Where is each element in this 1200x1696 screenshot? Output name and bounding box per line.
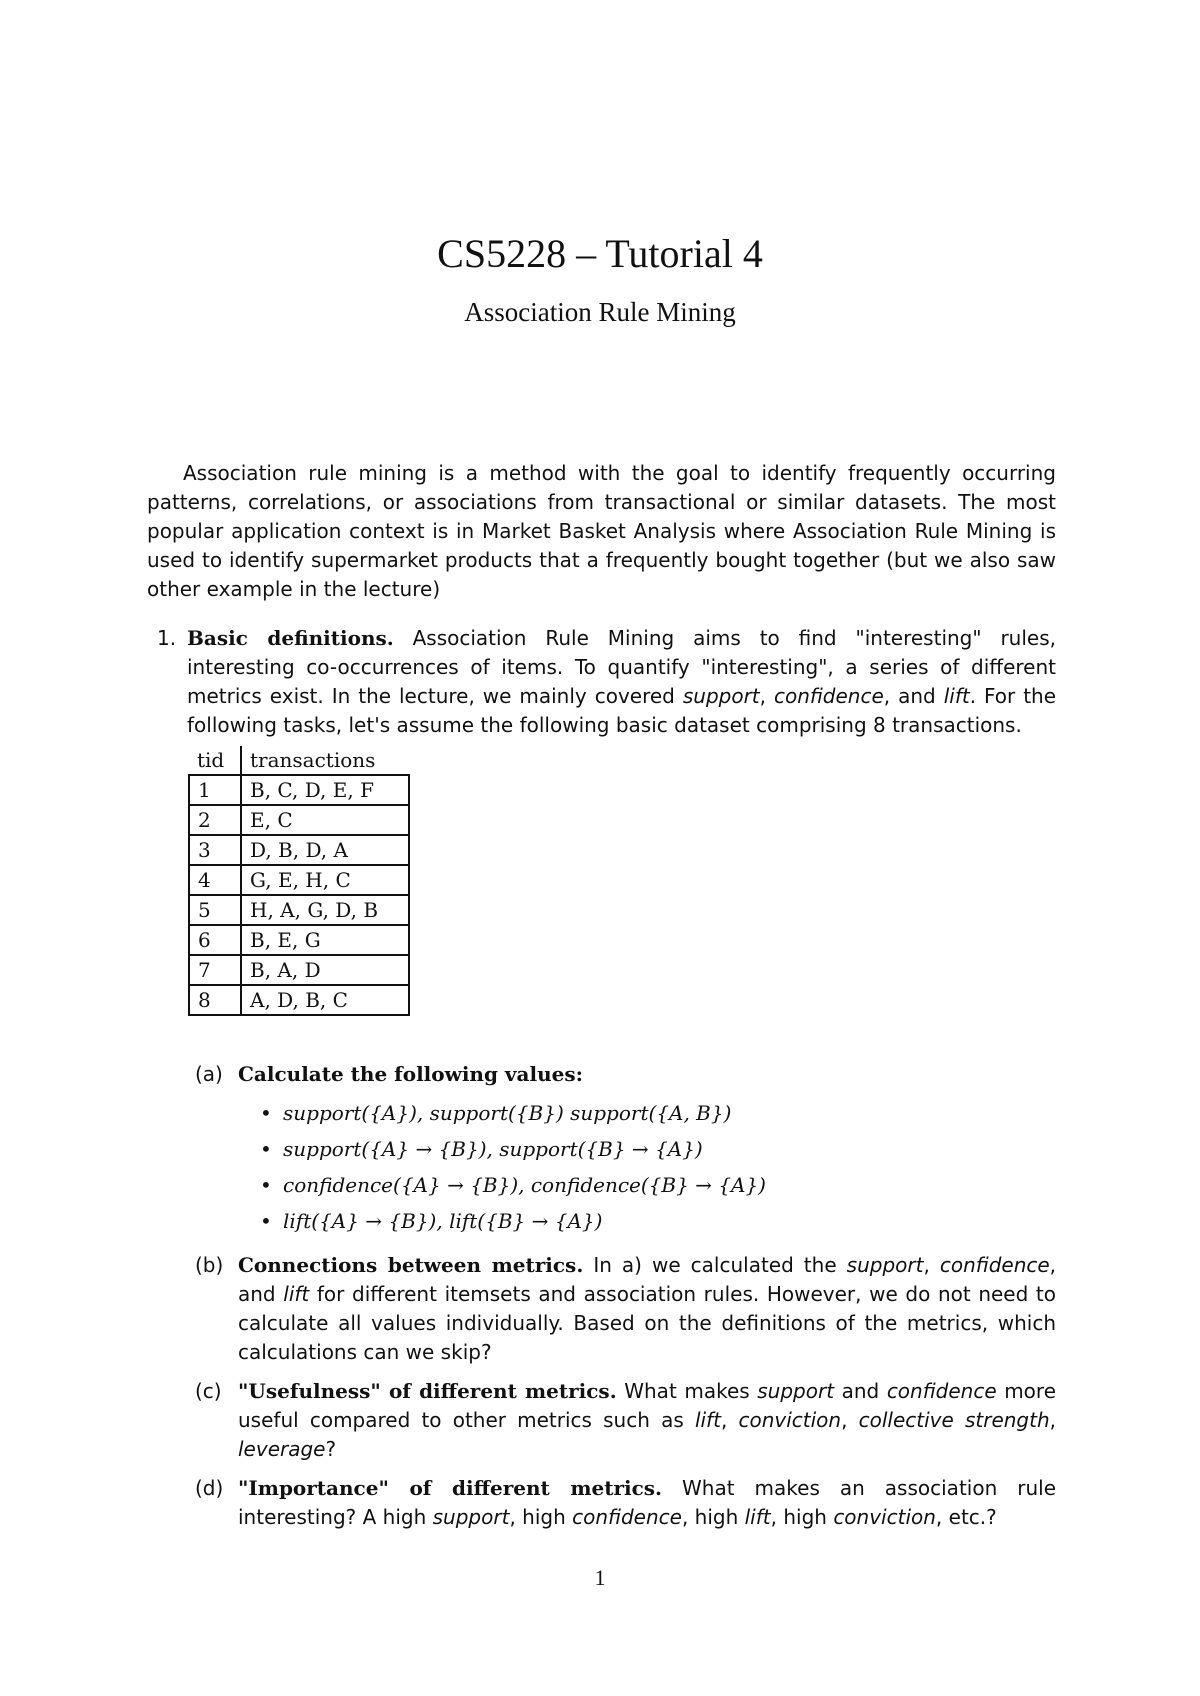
subquestion-c-content <box>238 1377 1056 1464</box>
transactions-cell: A, D, B, C <box>241 985 409 1015</box>
subquestion-b-content <box>238 1251 1056 1367</box>
formula-text: support({A}), support({B}) support({A, B}) <box>283 1101 732 1125</box>
subquestions <box>187 1060 1056 1542</box>
formula-item <box>238 1205 1056 1241</box>
tid-cell: 8 <box>189 985 241 1015</box>
question-1 <box>147 624 1056 1016</box>
question-1-number: 1. <box>157 626 177 650</box>
subquestion-d <box>187 1474 1056 1532</box>
transactions-cell: H, A, G, D, B <box>241 895 409 925</box>
text: , <box>841 1408 848 1432</box>
text: , <box>923 1253 930 1277</box>
text: , high <box>770 1505 827 1529</box>
term-lift: lift <box>694 1408 721 1432</box>
text: , <box>720 1408 728 1432</box>
bullet-icon: • <box>260 1101 272 1125</box>
term-support: support <box>846 1253 924 1277</box>
bullet-icon: • <box>260 1173 272 1197</box>
question-1-heading: Basic definitions. <box>187 626 394 650</box>
text: , high <box>509 1505 566 1529</box>
table-row <box>189 985 409 1015</box>
table-row <box>189 955 409 985</box>
term-support: support <box>682 684 760 708</box>
formula-text: confidence({A} → {B}), confidence({B} → {A}) <box>283 1173 766 1197</box>
subquestion-c-heading: "Usefulness" of different metrics. <box>238 1379 617 1403</box>
tid-cell: 5 <box>189 895 241 925</box>
subquestion-d-content <box>238 1474 1056 1532</box>
text: , high <box>681 1505 739 1529</box>
subquestion-d-heading: "Importance" of different metrics. <box>238 1476 663 1500</box>
subquestion-b <box>187 1251 1056 1367</box>
page-number: 1 <box>594 1565 606 1590</box>
text: more useful compared to other metrics such as <box>238 1379 1056 1432</box>
bullet-icon: • <box>260 1137 272 1161</box>
separator: , and <box>883 684 936 708</box>
term-support: support <box>757 1379 835 1403</box>
text: In a) we calculated the <box>593 1253 837 1277</box>
term-confidence: confidence <box>939 1253 1050 1277</box>
table-row <box>189 895 409 925</box>
subquestion-a <box>187 1060 1056 1241</box>
table-row <box>189 835 409 865</box>
term-confidence: confidence <box>572 1505 682 1529</box>
term-lift: lift <box>744 1505 771 1529</box>
separator: , <box>759 684 766 708</box>
text: and <box>841 1379 880 1403</box>
term-lift: lift <box>283 1282 310 1306</box>
text: What makes an association rule interesting? A high <box>238 1476 1056 1529</box>
transactions-table <box>188 746 410 1016</box>
transactions-cell: G, E, H, C <box>241 865 409 895</box>
transactions-cell: B, E, G <box>241 925 409 955</box>
document-subtitle: Association Rule Mining <box>464 297 736 327</box>
text: ? <box>325 1437 337 1461</box>
text: What makes <box>624 1379 750 1403</box>
term-conviction: conviction <box>738 1408 842 1432</box>
intro-paragraph: Association rule mining is a method with the goal to identify frequently occurring patterns, correlations, or associations from transactional or similar datasets. The most popular application context is in Market Basket Analysis where Association Rule Mining is used to identify supermarket products that a frequently bought together (but we also saw other example in the lecture) <box>147 461 1056 601</box>
subquestion-d-label: (d) <box>195 1476 224 1500</box>
formula-text: lift({A} → {B}), lift({B} → {A}) <box>283 1209 603 1233</box>
formula-text: support({A} → {B}), support({B} → {A}) <box>283 1137 703 1161</box>
transactions-cell: D, B, D, A <box>241 835 409 865</box>
term-support: support <box>432 1505 510 1529</box>
tid-cell: 7 <box>189 955 241 985</box>
question-1-text-end: . For the following tasks, let's assume the following basic dataset comprising 8 transactions. <box>187 684 1057 737</box>
tid-cell: 3 <box>189 835 241 865</box>
term-conviction: conviction <box>833 1505 936 1529</box>
subquestion-a-label: (a) <box>195 1062 223 1086</box>
tid-cell: 6 <box>189 925 241 955</box>
subquestion-a-heading: Calculate the following values: <box>238 1062 584 1086</box>
term-lift: lift <box>943 684 970 708</box>
subquestion-b-heading: Connections between metrics. <box>238 1253 584 1277</box>
table-header-tid: tid <box>189 746 241 775</box>
question-1-content <box>187 624 1056 1016</box>
subquestion-c-label: (c) <box>195 1379 222 1403</box>
term-leverage: leverage <box>238 1437 326 1461</box>
table-row <box>189 775 409 805</box>
transactions-cell: E, C <box>241 805 409 835</box>
document-title: CS5228 – Tutorial 4 <box>437 231 763 276</box>
table-row <box>189 925 409 955</box>
tid-cell: 4 <box>189 865 241 895</box>
question-1-text: Association Rule Mining aims to find "interesting" rules, interesting co-occurrences of items. To quantify "interesting", a series of different metrics exist. In the lecture, we mainly covered <box>187 626 1056 708</box>
table-row <box>189 865 409 895</box>
subquestion-c <box>187 1377 1056 1464</box>
tid-cell: 2 <box>189 805 241 835</box>
table-header-row <box>189 746 409 775</box>
table-row <box>189 805 409 835</box>
transactions-cell: B, A, D <box>241 955 409 985</box>
text: , etc.? <box>935 1505 997 1529</box>
term-confidence: confidence <box>773 684 884 708</box>
term-confidence: confidence <box>886 1379 997 1403</box>
text: , <box>1049 1408 1056 1432</box>
subquestion-b-label: (b) <box>195 1253 224 1277</box>
text: , and <box>238 1253 1057 1306</box>
subquestion-a-content <box>238 1060 1056 1241</box>
formula-item <box>238 1133 1056 1169</box>
table-header-transactions: transactions <box>241 746 409 775</box>
transactions-cell: B, C, D, E, F <box>241 775 409 805</box>
formula-item <box>238 1097 1056 1133</box>
tid-cell: 1 <box>189 775 241 805</box>
text: for different itemsets and association rules. However, we do not need to calculate all values individually. Based on the definitions of the metrics, which calculations can we skip? <box>238 1282 1056 1364</box>
bullet-icon: • <box>260 1209 272 1233</box>
formula-list <box>238 1097 1056 1241</box>
term-collective-strength: collective strength <box>858 1408 1050 1432</box>
formula-item <box>238 1169 1056 1205</box>
